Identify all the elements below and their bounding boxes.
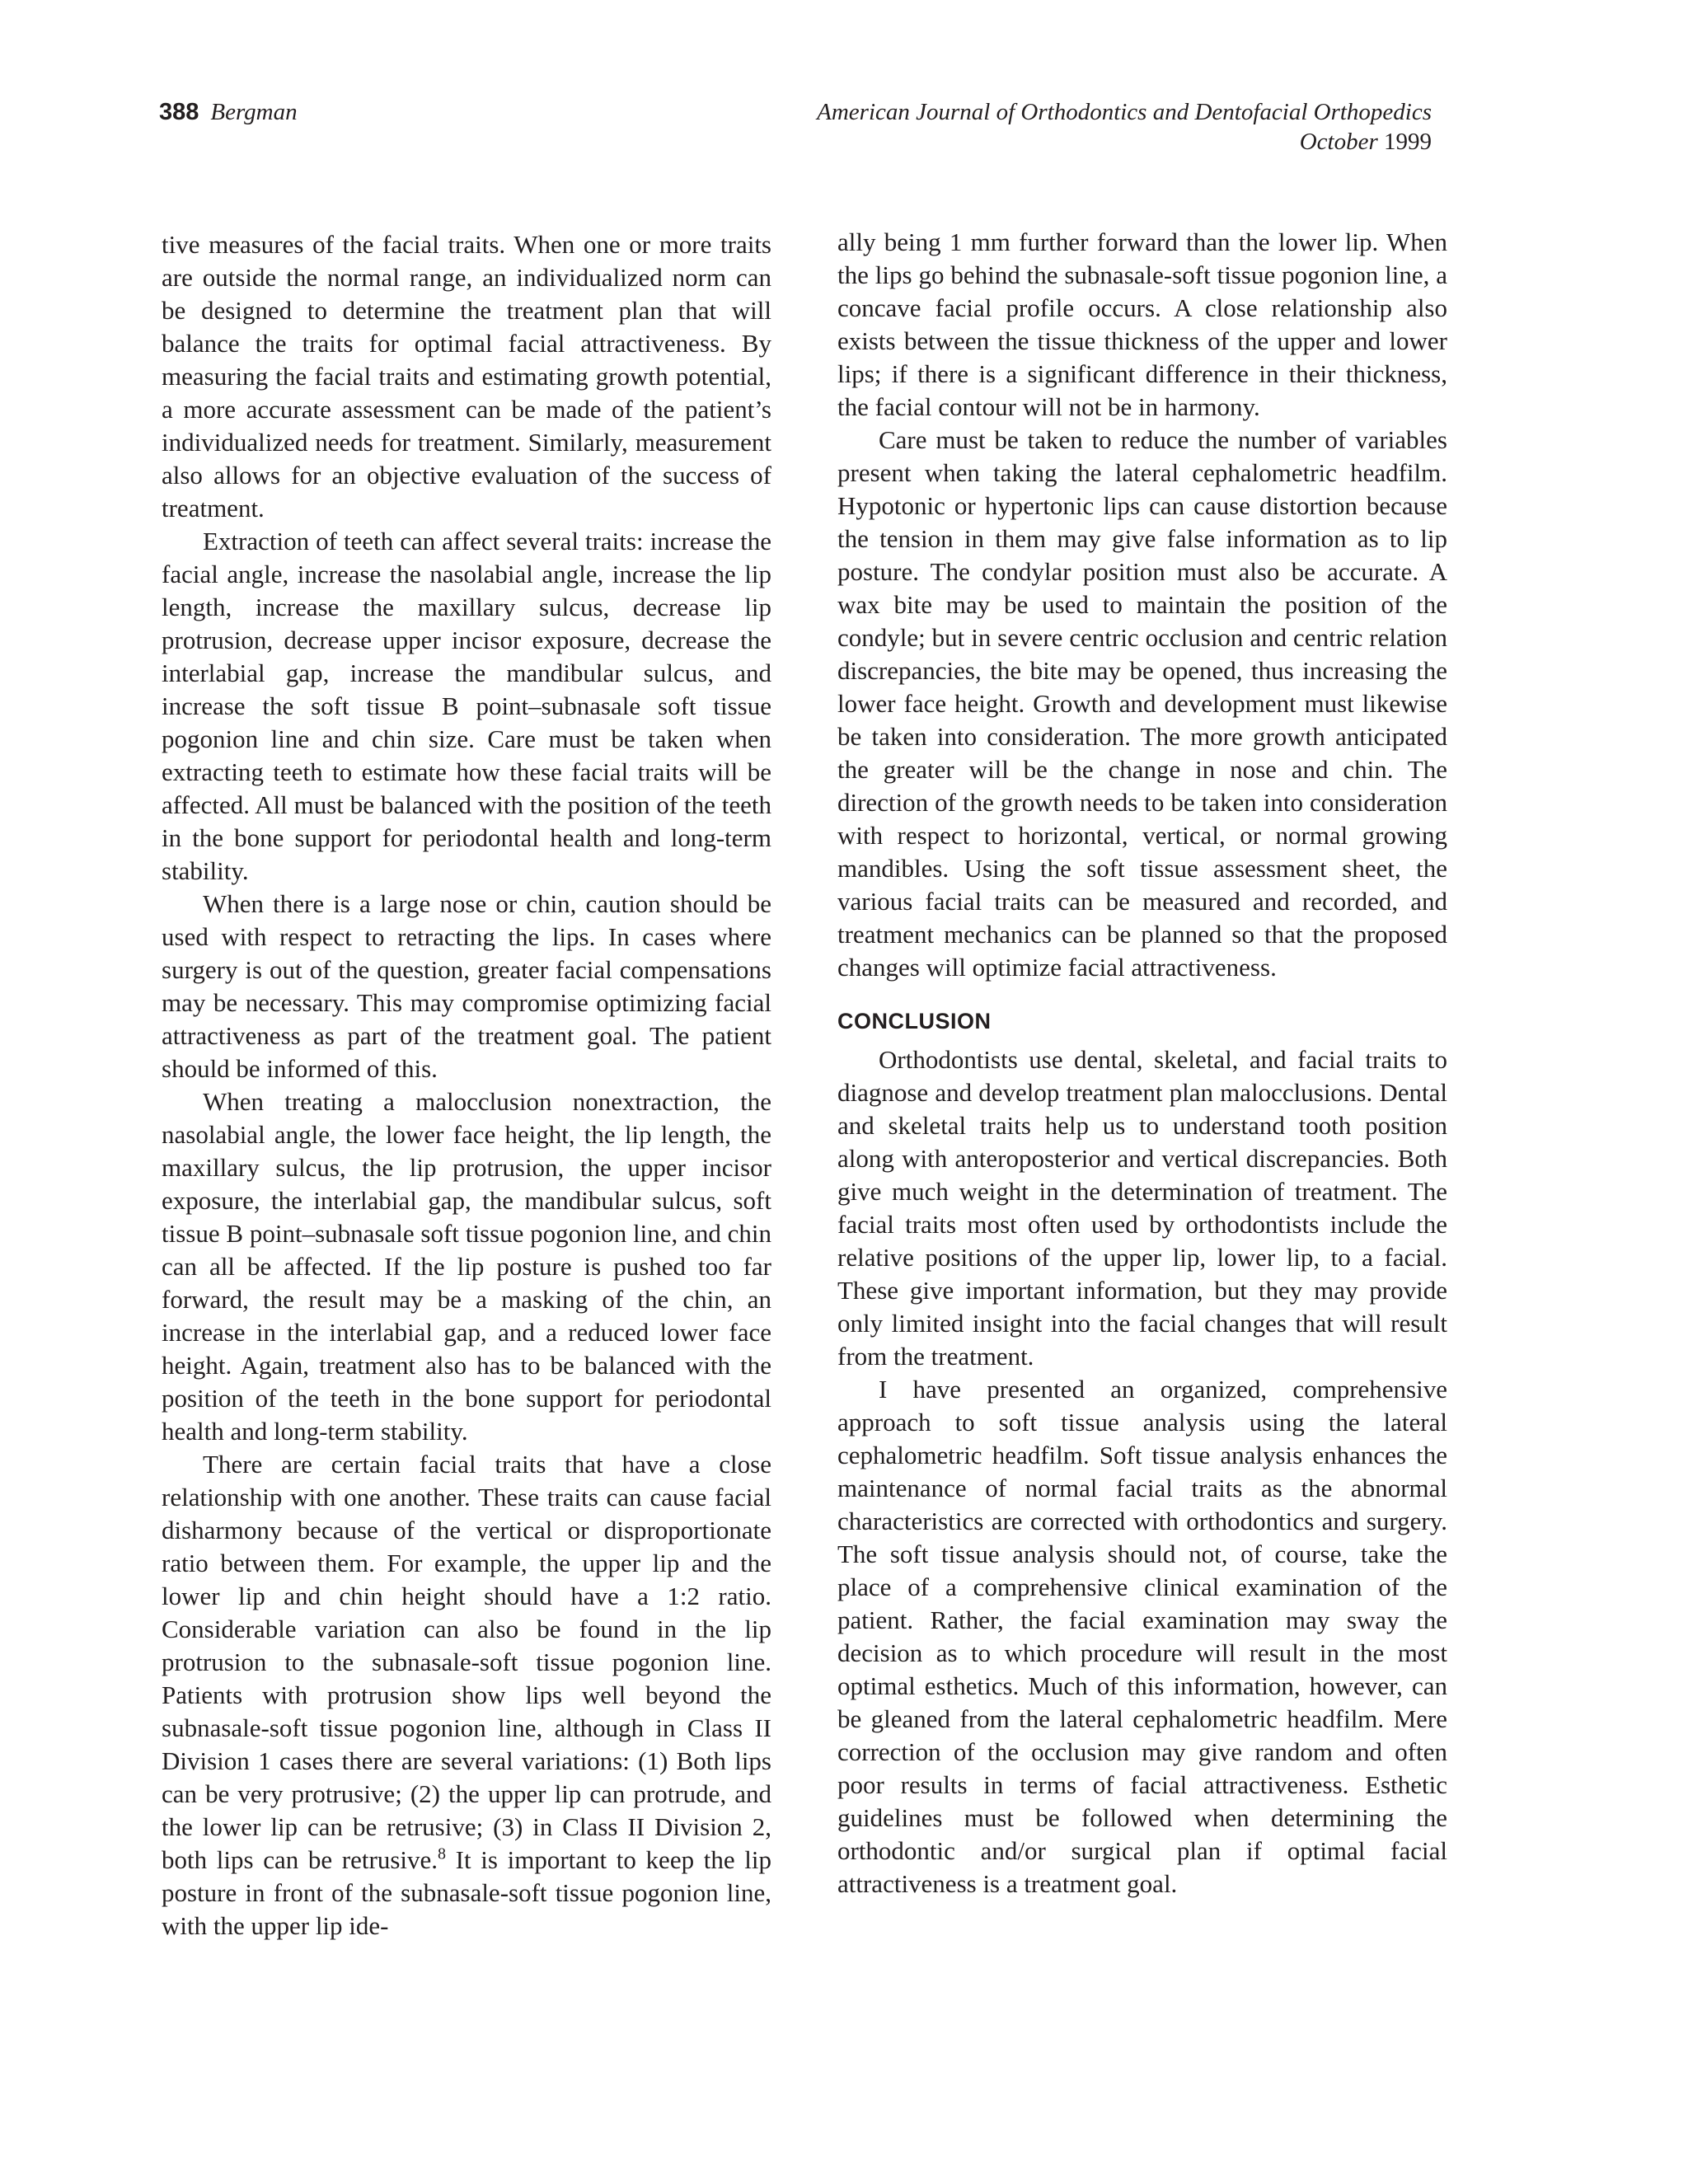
paragraph: Extraction of teeth can affect several traits: increase the facial angle, increase the nasolabial angle, increase the lip length, increase the maxillary sulcus, decrease lip protrusion, decrease upper incisor exposure, decrease the interlabial gap, increase the mandibular sulcus, and increase the soft tissue B point–subnasale soft tissue pogonion line and chin size. Care must be taken when extracting teeth to estimate how these facial traits will be affected. All must be balanced with the position of the teeth in the bone support for periodontal health and long-term stability. (162, 527, 771, 885)
running-header-right (817, 97, 1432, 157)
section-heading: CONCLUSION (837, 1009, 992, 1033)
page-number: 388 (159, 99, 199, 125)
author-name: Bergman (210, 99, 298, 125)
paragraph: When treating a malocclusion nonextraction, the nasolabial angle, the lower face height, the lip length, the maxillary sulcus, the lip protrusion, the upper incisor exposure, the interlabial gap, the mandibular sulcus, soft tissue B point–subnasale soft tissue pogonion line, and chin can all be affected. If the lip posture is pushed too far forward, the result may be a masking of the chin, an increase in the interlabial gap, and a reduced lower face height. Again, treatment also has to be balanced with the position of the teeth in the bone support for periodontal health and long-term stability. (162, 1087, 771, 1446)
issue-date (817, 127, 1432, 157)
paragraph: tive measures of the facial traits. When one or more traits are outside the normal range, an individualized norm can be designed to determine the treatment plan that will balance the traits for optimal facial attractiveness. By measuring the facial traits and estimating growth potential, a more accurate assessment can be made of the patient’s individualized needs for treatment. Similarly, measurement also allows for an objective evaluation of the success of treatment. (162, 230, 771, 523)
paragraph: I have presented an organized, comprehensive approach to soft tissue analysis using the lateral cephalometric headfilm. Soft tissue analysis enhances the maintenance of normal facial traits as the abnormal characteristics are corrected with orthodontics and surgery. The soft tissue analysis should not, of course, take the place of a comprehensive clinical examination of the patient. Rather, the facial examination may sway the decision as to which procedure will result in the most optimal esthetics. Much of this information, however, can be gleaned from the lateral cephalometric headfilm. Mere correction of the occlusion may give random and often poor results in terms of facial attractiveness. Esthetic guidelines must be followed when determining the orthodontic and/or surgical plan if optimal facial attractiveness is a treatment goal. (837, 1375, 1447, 1898)
paragraph-text: There are certain facial traits that have a close relationship with one another. These traits can cause facial disharmony because of the vertical or disproportionate ratio between them. For example, the upper lip and the lower lip and chin height should have a 1:2 ratio. Considerable variation can also be found in the lip protrusion to the subnasale-soft tissue pogonion line. Patients with protrusion show lips well beyond the subnasale-soft tissue pogonion line, although in Class II Division 1 cases there are several variations: (1) Both lips can be very protrusive; (2) the upper lip can protrude, and the lower lip can be retrusive; (3) in Class II Division 2, both lips can be retrusive. (162, 1450, 771, 1874)
journal-title: American Journal of Orthodontics and Dentofacial Orthopedics (817, 99, 1432, 125)
paragraph: Orthodontists use dental, skeletal, and facial traits to diagnose and develop treatment plan malocclusions. Dental and skeletal traits help us to understand tooth position along with anteroposterior and vertical discrepancies. Both give much weight in the determination of treatment. The facial traits most often used by orthodontists include the relative positions of the upper lip, lower lip, to a facial. These give important information, but they may provide only limited insight into the facial changes that will result from the treatment. (837, 1045, 1447, 1371)
reference-citation: 8 (438, 1844, 447, 1863)
paragraph: Care must be taken to reduce the number of variables present when taking the lateral cephalometric headfilm. Hypotonic or hypertonic lips can cause distortion because the tension in them may give false information as to lip posture. The condylar position must also be accurate. A wax bite may be used to maintain the position of the condyle; but in severe centric occlusion and centric relation discrepancies, the bite may be opened, thus increasing the lower face height. Growth and development must likewise be taken into consideration. The more growth anticipated the greater will be the change in nose and chin. The direction of the growth needs to be taken into consideration with respect to horizontal, vertical, or normal growing mandibles. Using the soft tissue assessment sheet, the various facial traits can be measured and recorded, and treatment mechanics can be planned so that the proposed changes will optimize facial attractiveness. (837, 425, 1447, 982)
issue-year: 1999 (1384, 129, 1432, 155)
paragraph: ally being 1 mm further forward than the lower lip. When the lips go behind the subnasale-soft tissue pogonion line, a concave facial profile occurs. A close relationship also exists between the tissue thickness of the upper and lower lips; if there is a significant difference in their thickness, the facial contour will not be in harmony. (837, 227, 1447, 421)
left-column (162, 228, 771, 1943)
paragraph: When there is a large nose or chin, caution should be used with respect to retracting the lips. In cases where surgery is out of the question, greater facial compensations may be necessary. This may compromise optimizing facial attractiveness as part of the treatment goal. The patient should be informed of this. (162, 889, 771, 1083)
paragraph (162, 1448, 771, 1943)
issue-month: October (1299, 129, 1378, 155)
paragraph-text: It is important to keep the lip posture in front of the subnasale-soft tissue pogonion line, with the upper lip ide- (162, 1845, 771, 1940)
running-header-left (159, 97, 298, 127)
right-column (837, 226, 1447, 1900)
